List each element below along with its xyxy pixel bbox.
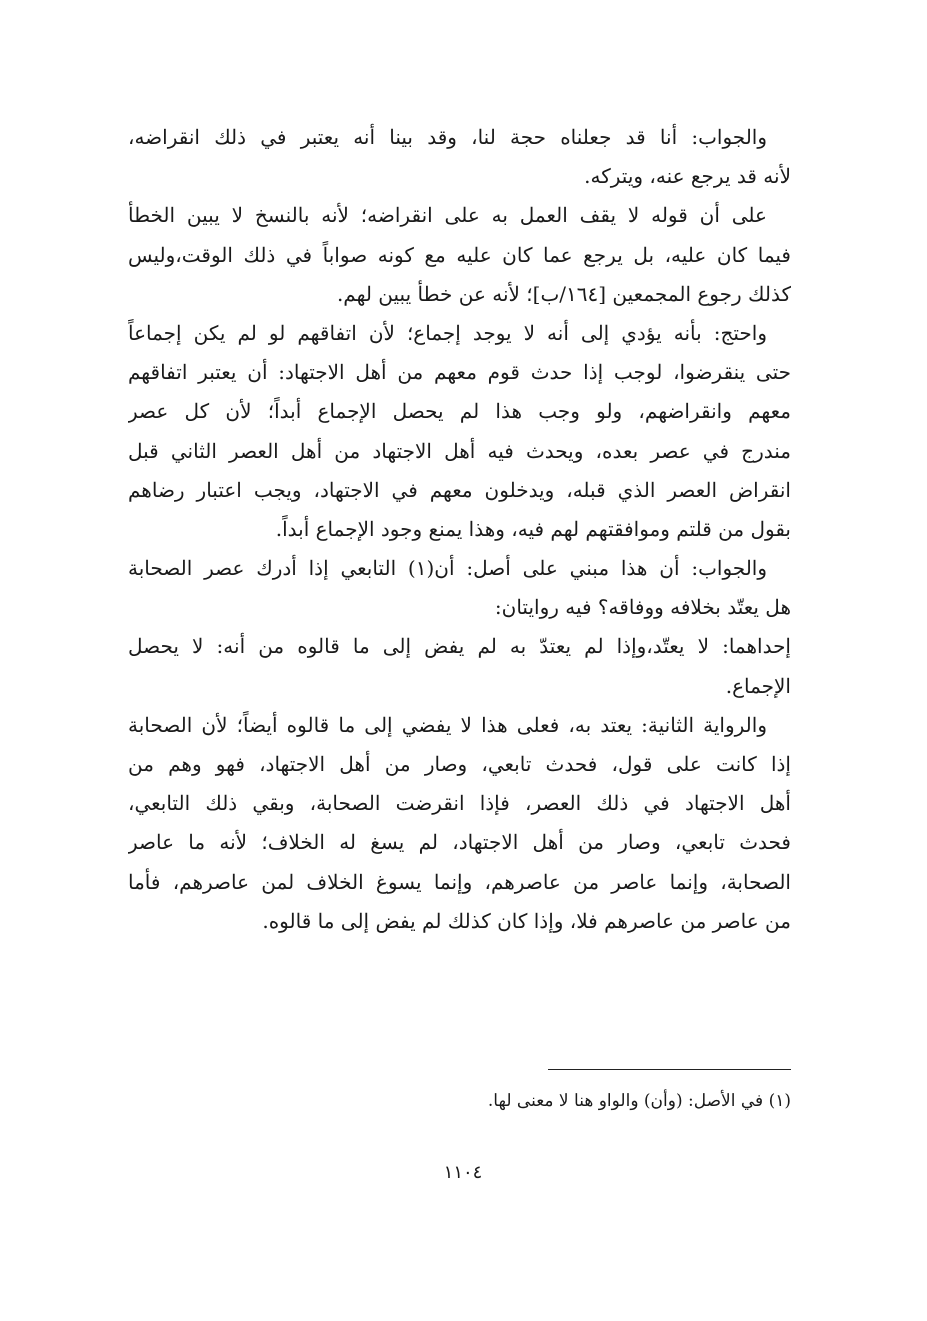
main-text bbox=[128, 118, 791, 941]
footnote: (١) في الأصل: (وأن) والواو هنا لا معنى لها. bbox=[487, 1091, 791, 1111]
text-line: أهل الاجتهاد في ذلك العصر، فإذا انقرضت الصحابة، وبقي ذلك التابعي، bbox=[128, 791, 791, 816]
text-line: حتى ينقرضوا، لوجب إذا حدث قوم معهم من أهل الاجتهاد: أن يعتبر اتفاقهم bbox=[128, 360, 791, 385]
text-line: مندرج في عصر بعده، ويحدث فيه أهل الاجتهاد من أهل العصر الثاني قبل bbox=[128, 438, 791, 463]
text-line: لأنه قد يرجع عنه، ويتركه. bbox=[584, 164, 791, 189]
text-line: على أن قوله لا يقف العمل به على انقراضه؛ لأنه بالنسخ لا يبين الخطأ bbox=[128, 203, 767, 228]
text-line: والجواب: أنا قد جعلناه حجة لنا، وقد بينا أنه يعتبر في ذلك انقراضه، bbox=[128, 125, 767, 149]
text-line: إحداهما: لا يعتّد،وإذا لم يعتدّ به لم يفض إلى ما قالوه من أنه: لا يحصل bbox=[128, 634, 791, 659]
text-line: فيما كان عليه، بل يرجع عما كان عليه مع كونه صواباً في ذلك الوقت،وليس bbox=[128, 242, 791, 267]
text-line: بقول من قلتم وموافقتهم لهم فيه، وهذا يمنع وجود الإجماع أبداً. bbox=[275, 516, 791, 541]
text-line: الإجماع. bbox=[725, 673, 791, 698]
text-line: فحدث تابعي، وصار من أهل الاجتهاد، لم يسغ له الخلاف؛ لأنه ما عاصر bbox=[128, 830, 791, 855]
text-line: والجواب: أن هذا مبني على أصل: أن(١) التابعي إذا أدرك عصر الصحابة bbox=[128, 556, 767, 581]
text-line: والرواية الثانية: يعتد به، فعلى هذا لا يفضي إلى ما قالوه أيضاً؛ لأن الصحابة bbox=[128, 712, 767, 737]
text-line: واحتج: بأنه يؤدي إلى أنه لا يوجد إجماع؛ لأن اتفاقهم لو لم يكن إجماعاً bbox=[128, 320, 767, 345]
text-line: معهم وانقراضهم، ولو وجب هذا لم يحصل الإجماع أبداً؛ لأن كل عصر bbox=[128, 399, 791, 424]
text-line: من عاصر من عاصرهم فلا، وإذا كان كذلك لم يفض إلى ما قالوه. bbox=[262, 908, 791, 933]
text-line: إذا كانت على قول، فحدث تابعي، وصار من أهل الاجتهاد، فهو وهم من bbox=[128, 752, 791, 776]
text-line: الصحابة، وإنما عاصر من عاصرهم، وإنما يسوغ الخلاف لمن عاصرهم، فأما bbox=[128, 869, 791, 894]
text-line: هل يعتّد بخلافه ووفاقه؟ فيه روايتان: bbox=[494, 595, 791, 620]
footnote-separator bbox=[548, 1069, 791, 1070]
text-line: انقراض العصر الذي قبله، ويدخلون معهم في الاجتهاد، ويجب اعتبار رضاهم bbox=[128, 477, 791, 502]
text-line: كذلك رجوع المجمعين [١٦٤/ب]؛ لأنه عن خطأ يبين لهم. bbox=[336, 281, 791, 306]
page-number: ١١٠٤ bbox=[443, 1162, 483, 1183]
